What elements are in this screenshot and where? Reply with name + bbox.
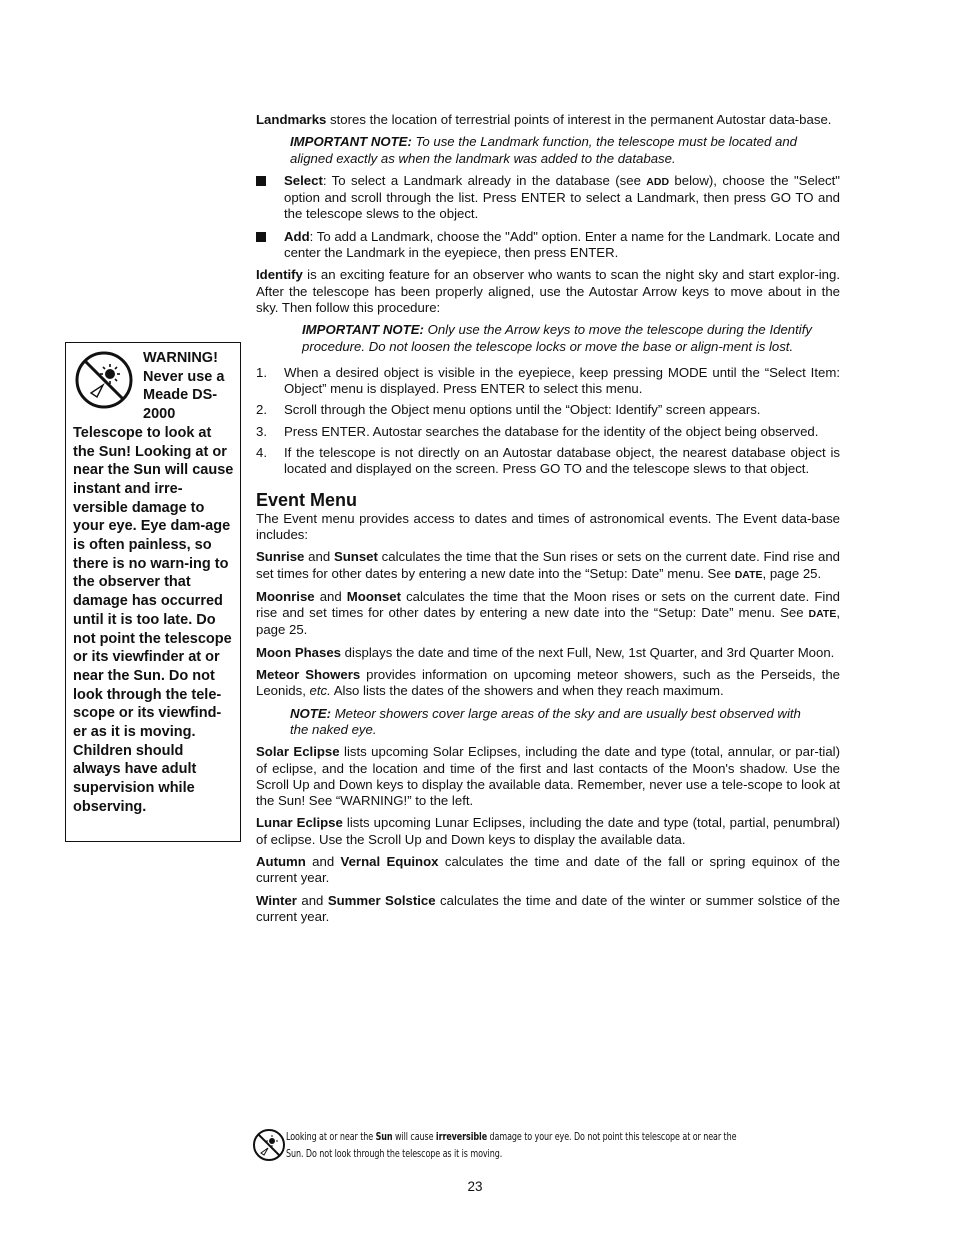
footer-text-part: will cause bbox=[392, 1131, 436, 1143]
select-term: Select bbox=[284, 172, 323, 188]
moon-phases-term: Moon Phases bbox=[256, 644, 342, 660]
note-label: NOTE: bbox=[290, 705, 332, 721]
list-item bbox=[256, 424, 840, 440]
identify-paragraph bbox=[256, 267, 840, 316]
date-reference: DATE bbox=[808, 608, 837, 621]
list-number: 2. bbox=[256, 402, 267, 418]
warning-text: WARNING! Never use a Meade DS-2000 Telescope to look at the Sun! Looking at or near the Sun will cause instant and irre-versible damage to your eye. Eye dam-age is often painless, so there is no warn-ing to the observer that damage has occurred until it is too late. Do not point the telescope or its viewfinder at or near the Sun. Do not look through the tele-scope or its viewfind-er as it is moving. Children should always have adult supervision while observing. bbox=[73, 350, 234, 815]
meteor-paragraph bbox=[256, 667, 840, 700]
summer-solstice-term: Summer Solstice bbox=[327, 892, 436, 908]
page-reference: , page 25. bbox=[762, 565, 822, 581]
landmarks-paragraph bbox=[256, 112, 840, 128]
solstice-paragraph bbox=[256, 893, 840, 926]
sunrise-paragraph bbox=[256, 549, 840, 583]
lunar-eclipse-term: Lunar Eclipse bbox=[256, 815, 343, 831]
footer-line-2: Sun. Do not look through the telescope as it is moving. bbox=[286, 1148, 503, 1160]
list-number: 3. bbox=[256, 423, 267, 439]
identify-term: Identify bbox=[256, 267, 303, 283]
footer-warning bbox=[252, 1128, 842, 1168]
page-number: 23 bbox=[467, 1179, 483, 1194]
footer-line-1 bbox=[286, 1129, 737, 1146]
list-text: If the telescope is not directly on an Autostar database object, the nearest database object is located and displayed on the screen. Press GO TO and the telescope slews to that object. bbox=[284, 445, 840, 477]
identify-text: is an exciting feature for an observer who wants to scan the night sky and start explor-ing. After the telescope has been properly aligned, use the Autostar Arrow keys to move about in the sky. Then follow this procedure: bbox=[256, 267, 840, 315]
identify-note bbox=[302, 322, 812, 355]
moonrise-paragraph bbox=[256, 589, 840, 639]
meteor-text: provides information on upcoming meteor showers, such as the Perseids, the Leonids, bbox=[256, 667, 840, 699]
moon-text: calculates the time that the Moon rises or sets on the current date. Find rise and set times for other dates by entering a new date into the “Setup: Date” menu. See bbox=[256, 588, 840, 621]
etc-text: etc. bbox=[309, 683, 331, 699]
note-text: To use the Landmark function, the telescope must be located and aligned exactly as when the landmark was added to the database. bbox=[290, 134, 797, 166]
note-text: Meteor showers cover large areas of the sky and are usually best observed with the naked eye. bbox=[290, 705, 801, 737]
add-text: : To add a Landmark, choose the "Add" option. Enter a name for the Landmark. Locate and center the Landmark in the eyepiece, then press ENTER. bbox=[284, 228, 841, 261]
solstice-text: calculates the time and date of the winter or summer solstice of the current year. bbox=[256, 892, 840, 924]
footer-text-part: damage to your eye. Do not point this telescope at or near the bbox=[487, 1131, 737, 1143]
list-item bbox=[256, 365, 840, 398]
sun-text: calculates the time that the Sun rises or sets on the current date. Find rise and set times for other dates by entering a new date into the “Setup: Date” menu. See bbox=[256, 549, 840, 581]
select-text: below), choose the "Select" option and scroll through the list. Press ENTER to select a Landmark, then press GO TO and the telescope slews to the object. bbox=[284, 172, 840, 222]
sunset-term: Sunset bbox=[333, 549, 378, 565]
footer-sun-word: Sun bbox=[375, 1131, 393, 1143]
autumn-term: Autumn bbox=[256, 853, 306, 869]
add-term: Add bbox=[284, 228, 310, 244]
solar-eclipse-paragraph bbox=[256, 744, 840, 809]
list-text: When a desired object is visible in the eyepiece, keep pressing MODE until the “Select Item: Object” menu is displayed. Press ENTER to select this menu. bbox=[284, 364, 840, 397]
landmarks-term: Landmarks bbox=[256, 112, 327, 127]
bullet-square-icon bbox=[256, 176, 266, 186]
conjunction: and bbox=[305, 853, 341, 869]
select-text: : To select a Landmark already in the database (see bbox=[322, 172, 647, 188]
list-number: 1. bbox=[256, 364, 267, 380]
list-text: Press ENTER. Autostar searches the database for the identity of the object being observed. bbox=[284, 423, 819, 439]
list-text: Scroll through the Object menu options until the “Object: Identify” screen appears. bbox=[284, 402, 761, 418]
footer-text-part: Looking at or near the bbox=[286, 1131, 376, 1143]
conjunction: and bbox=[314, 588, 347, 604]
main-content bbox=[256, 112, 840, 931]
event-intro: The Event menu provides access to dates and times of astronomical events. The Event data-base includes: bbox=[256, 510, 840, 542]
note-label: IMPORTANT NOTE: bbox=[302, 322, 424, 338]
meteor-text: Also lists the dates of the showers and when they reach maximum. bbox=[330, 683, 724, 699]
warning-box bbox=[65, 342, 241, 842]
page-reference: , page 25. bbox=[256, 605, 840, 638]
meteor-note bbox=[290, 706, 812, 739]
footer-text bbox=[286, 1129, 737, 1163]
list-item bbox=[256, 402, 840, 418]
footer-irreversible-word: irreversible bbox=[435, 1131, 488, 1143]
note-text: Only use the Arrow keys to move the telescope during the Identify procedure. Do not loosen the telescope locks or move the base or align-ment is lost. bbox=[302, 322, 812, 354]
no-sun-viewing-icon bbox=[73, 349, 135, 411]
moon-phases-paragraph bbox=[256, 645, 840, 661]
conjunction: and bbox=[296, 892, 328, 908]
section-heading: Event Menu bbox=[256, 489, 358, 510]
bullet-square-icon bbox=[256, 232, 266, 242]
landmark-note bbox=[290, 134, 812, 167]
note-label: IMPORTANT NOTE: bbox=[290, 134, 412, 150]
date-reference: DATE bbox=[734, 568, 763, 581]
vernal-equinox-term: Vernal Equinox bbox=[340, 853, 439, 869]
lunar-eclipse-text: lists upcoming Lunar Eclipses, including the date and type (total, partial, penumbral) of eclipse. Use the Scroll Up and Down keys to display the available data. bbox=[256, 815, 840, 847]
bullet-add bbox=[256, 229, 840, 262]
moonrise-term: Moonrise bbox=[256, 588, 315, 604]
equinox-text: calculates the time and date of the fall or spring equinox of the current year. bbox=[256, 853, 840, 886]
solar-eclipse-term: Solar Eclipse bbox=[256, 744, 340, 760]
list-item bbox=[256, 445, 840, 478]
solar-eclipse-text: lists upcoming Solar Eclipses, including the date and type (total, annular, or par-tial) of eclipse, and the location and time of the first and last contacts of the Moon's shadow. Use the Scroll Up and Down keys to display the available data. Remember, never use a tele-scope to look at the Sun! See “WARNING!” to the left. bbox=[256, 744, 841, 809]
landmarks-text: stores the location of terrestrial points of interest in the permanent Autostar data-base. bbox=[326, 112, 832, 127]
equinox-paragraph bbox=[256, 854, 840, 887]
lunar-eclipse-paragraph bbox=[256, 815, 840, 848]
list-number: 4. bbox=[256, 445, 267, 461]
sunrise-term: Sunrise bbox=[256, 549, 305, 565]
moon-phases-text: displays the date and time of the next Full, New, 1st Quarter, and 3rd Quarter Moon. bbox=[341, 644, 835, 660]
bullet-select bbox=[256, 173, 840, 223]
meteor-term: Meteor Showers bbox=[256, 667, 361, 683]
add-reference: ADD bbox=[646, 175, 670, 188]
winter-term: Winter bbox=[256, 892, 297, 908]
conjunction: and bbox=[304, 549, 334, 565]
no-sun-viewing-icon bbox=[252, 1128, 286, 1162]
moonset-term: Moonset bbox=[346, 588, 401, 604]
